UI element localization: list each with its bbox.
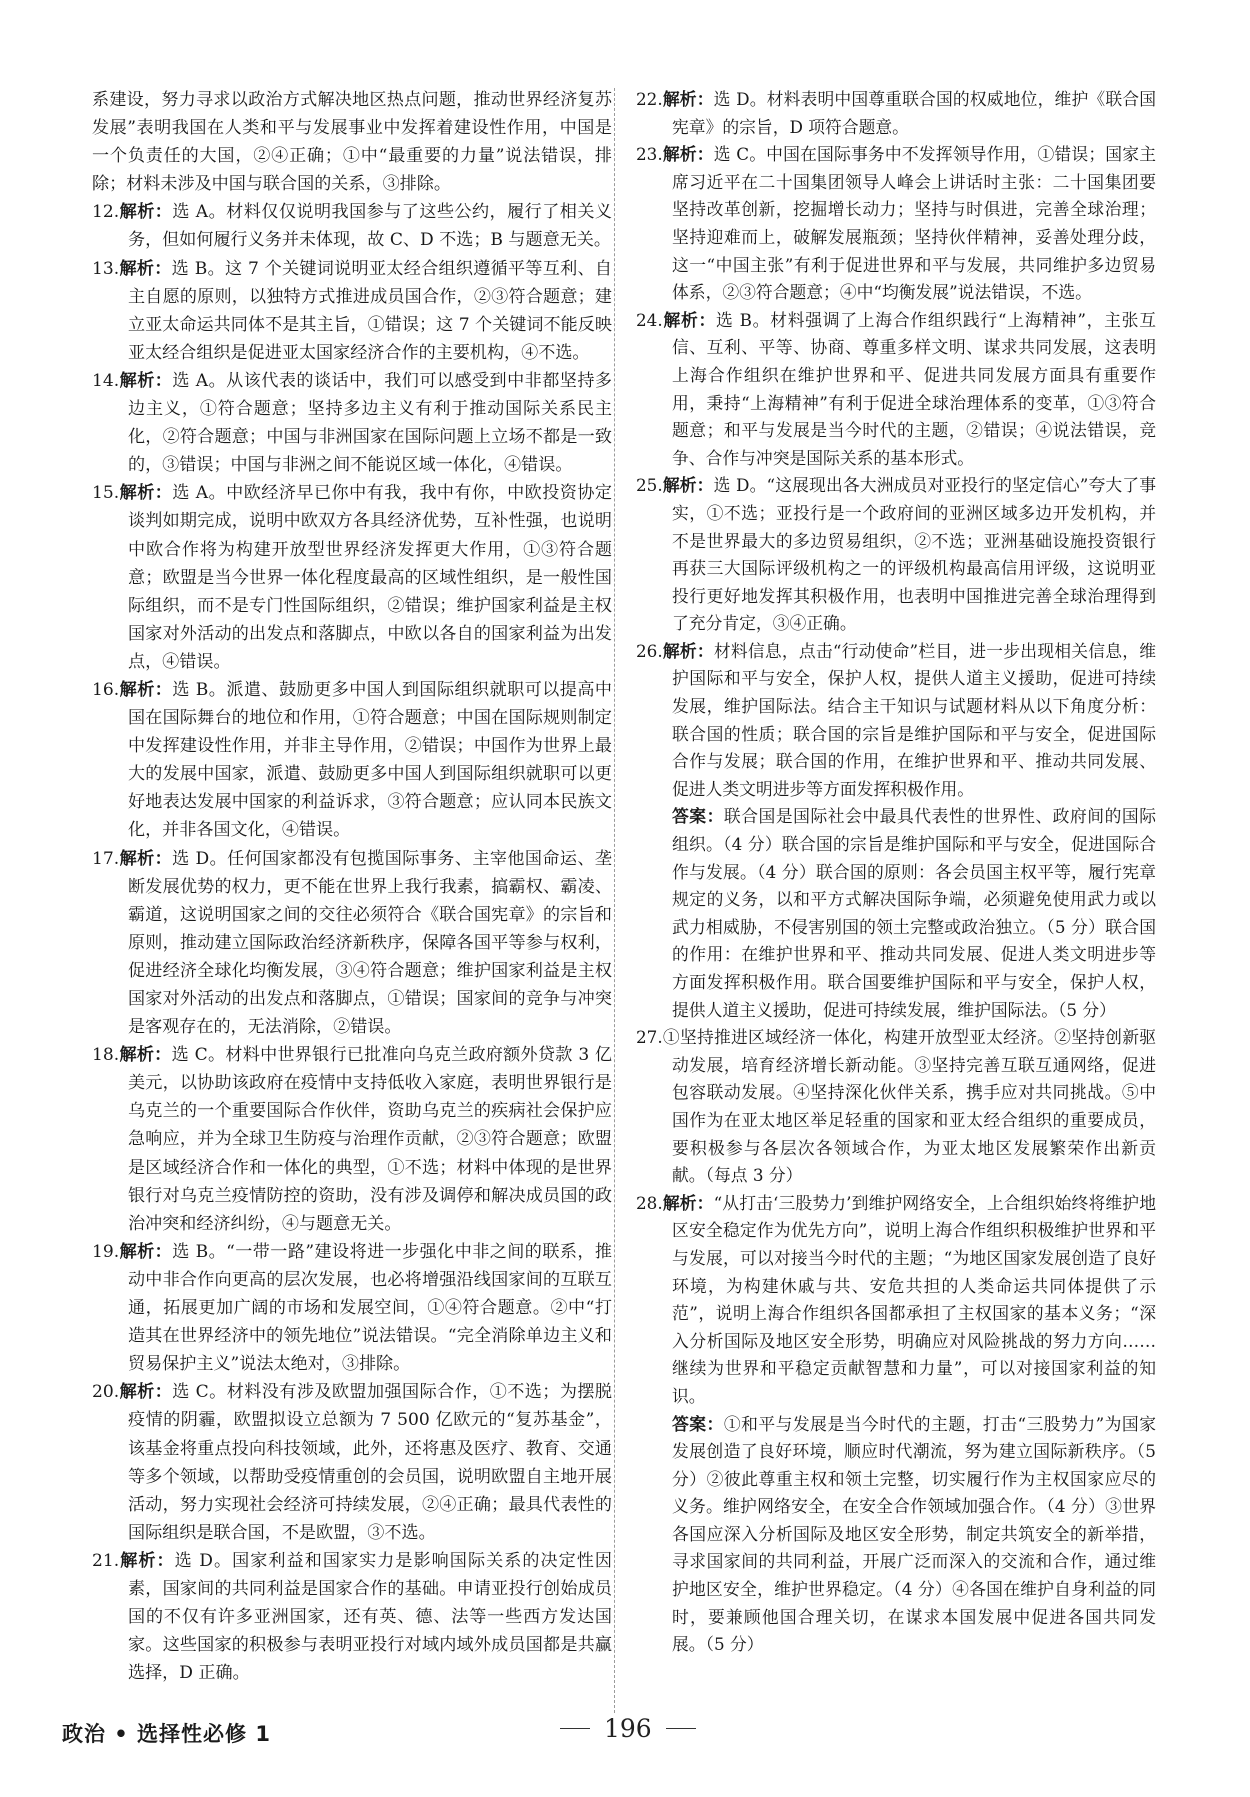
question-number: 17. — [92, 848, 120, 869]
explanation-text: 选 C。中国在国际事务中不发挥领导作用，①错误；国家主席习近平在二十国集团领导人峰会上讲话时主张：二十国集团要坚持改革创新，挖掘增长动力；坚持与时俱进，完善全球治理；坚持迎难而上，破解发展瓶颈；坚持伙伴精神，妥善处理分歧，这一“中国主张”有利于促进世界和平与发展，共同维护多边贸易体系，②③符合题意；④中“均衡发展”说法错误，不选。 — [672, 144, 1156, 303]
question-explanation — [92, 479, 612, 676]
question-number: 15. — [92, 483, 120, 504]
answer-block — [636, 803, 1156, 1024]
question-number: 24. — [636, 309, 663, 330]
question-explanation — [92, 1238, 612, 1378]
question-explanation — [92, 1547, 612, 1687]
answer-block — [636, 1411, 1156, 1659]
analysis-label: 解析： — [119, 370, 173, 391]
analysis-label: 解析： — [119, 1550, 175, 1571]
page-number: 196 — [604, 1714, 652, 1743]
explanation-text: 材料信息，点击“行动使命”栏目，进一步出现相关信息，维护国际和平与安全，保护人权，提供人道主义援助，促进可持续发展，维护国际法。结合主干知识与试题材料从以下角度分析：联合国的性质；联合国的宗旨是维护国际和平与安全，促进国际合作与发展；联合国的作用，在维护世界和平、推动共同发展、促进人类文明进步等方面发挥积极作用。 — [672, 640, 1156, 799]
question-explanation — [636, 141, 1156, 307]
explanation-text: 选 C。材料中世界银行已批准向乌克兰政府额外贷款 3 亿美元，以协助该政府在疫情中支持低收入家庭，表明世界银行是乌克兰的一个重要国际合作伙伴，资助乌克兰的疾病社会保护应急响应，并为全球卫生防疫与治理作贡献，②③符合题意；欧盟是区域经济合作和一体化的典型，①不选；材料中体现的是世界银行对乌克兰疫情防控的资助，没有涉及调停和解决成员国的政治冲突和经济纠纷，④与题意无关。 — [128, 1045, 613, 1234]
explanation-text: 选 A。从该代表的谈话中，我们可以感受到中非都坚持多边主义，①符合题意；坚持多边主义有利于推动国际关系民主化，②符合题意；中国与非洲国家在国际问题上立场不都是一致的，③错误；中国与非洲之间不能说区域一体化，④错误。 — [128, 370, 613, 476]
book-title: 政治 • 选择性必修 1 — [62, 1722, 271, 1746]
question-explanation — [92, 676, 612, 845]
answer-text: ①和平与发展是当今时代的主题，打击“三股势力”为国家发展创造了良好环境，顺应时代潮流，努为建立国际新秩序。（5 分）②彼此尊重主权和领土完整，切实履行作为主权国家应尽的义务。维护网络安全，在安全合作领域加强合作。（4 分）③世界各国应深入分析国际及地区安全形势，制定共筑安全的新举措，寻求国家间的共同利益，开展广泛而深入的交流和合作，通过维护地区安全，维护世界稳定。（4 分）④各国在维护自身利益的同时，要兼顾他国合理关切，在谋求本国发展中促进各国共同发展。（5 分） — [672, 1413, 1156, 1655]
question-number: 25. — [636, 475, 663, 496]
explanation-text: 选 D。国家利益和国家实力是影响国际关系的决定性因素，国家间的共同利益是国家合作的基础。申请亚投行创始成员国的不仅有许多亚洲国家，还有英、德、法等一些西方发达国家。这些国家的积极参与表明亚投行对域内域外成员国都是共赢选择，D 正确。 — [128, 1550, 613, 1684]
question-number: 14. — [92, 370, 120, 391]
answer-text: 联合国是国际社会中最具代表性的世界性、政府间的国际组织。（4 分）联合国的宗旨是维护国际和平与安全，促进国际合作与发展。（4 分）联合国的原则：各会员国主权平等，履行宪章规定的义务，以和平方式解决国际争端，必须避免使用武力或以武力相威胁，不侵害别国的领土完整或政治独立。（5 分）联合国的作用：在维护世界和平、推动共同发展、促进人类文明进步等方面发挥积极作用。联合国要维护国际和平与安全，保护人权，提供人道主义援助，促进可持续发展，维护国际法。（5 分） — [672, 806, 1156, 1020]
question-explanation — [636, 638, 1156, 804]
question-explanation — [92, 1378, 612, 1547]
analysis-label: 解析： — [119, 258, 172, 279]
question-number: 23. — [636, 144, 663, 165]
question-number: 22. — [636, 89, 663, 109]
question-number: 28. — [636, 1192, 663, 1213]
explanation-text: 选 B。材料强调了上海合作组织践行“上海精神”，主张互信、互利、平等、协商、尊重多样文明、谋求共同发展，这表明上海合作组织在维护世界和平、促进共同发展方面具有重要作用，秉持“上海精神”有利于促进全球治理体系的变革，①③符合题意；和平与发展是当今时代的主题，②错误；④说法错误，竞争、合作与冲突是国际关系的基本形式。 — [672, 309, 1156, 468]
page-number-block — [560, 1714, 696, 1743]
analysis-label: 解析： — [662, 1192, 714, 1213]
analysis-label: 解析： — [662, 89, 714, 109]
analysis-label: 解析： — [119, 848, 173, 869]
question-explanation — [92, 845, 612, 1042]
analysis-label: 解析： — [119, 679, 173, 700]
question-explanation — [92, 1041, 612, 1238]
analysis-label: 解析： — [119, 1382, 173, 1403]
question-explanation — [636, 86, 1156, 141]
explanation-text: 选 B。这 7 个关键词说明亚太经合组织遵循平等互利、自主自愿的原则，以独特方式推进成员国合作，②③符合题意；建立亚太命运共同体不是其主旨，①错误；这 7 个关键词不能反映亚太经合组织是促进亚太国家经济合作的主要机构，④不选。 — [128, 258, 612, 363]
question-number: 20. — [92, 1382, 120, 1403]
explanation-text: “从打击‘三股势力’到维护网络安全，上合组织始终将维护地区安全稳定作为优先方向”，说明上海合作组织积极维护世界和平与发展，可以对接当今时代的主题；“为地区国家发展创造了良好环境，为构建休戚与共、安危共担的人类命运共同体提供了示范”，说明上海合作组织各国都承担了主权国家的基本义务；“深入分析国际及地区安全形势，明确应对风险挑战的努力方向……继续为世界和平稳定贡献智慧和力量”，可以对接国家利益的知识。 — [672, 1192, 1156, 1406]
question-explanation — [636, 472, 1156, 638]
question-number: 13. — [92, 258, 120, 279]
column-divider — [614, 88, 615, 1713]
question-number: 26. — [636, 640, 663, 661]
analysis-label: 解析： — [119, 1045, 172, 1066]
analysis-label: 解析： — [119, 1241, 173, 1262]
question-explanation — [92, 367, 612, 479]
question-explanation — [636, 1190, 1156, 1411]
explanation-text: 选 D。任何国家都没有包揽国际事务、主宰他国命运、垄断发展优势的权力，更不能在世界上我行我素，搞霸权、霸凌、霸道，这说明国家之间的交往必须符合《联合国宪章》的宗旨和原则，推动建立国际政治经济新秩序，保障各国平等参与权利，促进经济全球化均衡发展，③④符合题意；维护国家利益是主权国家对外活动的出发点和落脚点，①错误；国家间的竞争与冲突是客观存在的，无法消除，②错误。 — [128, 848, 613, 1038]
analysis-label: 解析： — [662, 640, 714, 661]
question-number: 27. — [636, 1027, 663, 1048]
explanation-text: 选 C。材料没有涉及欧盟加强国际合作，①不选；为摆脱疫情的阴霾，欧盟拟设立总额为 7 500 亿欧元的“复苏基金”，该基金将重点投向科技领域，此外，还将惠及医疗、教育、交通等多个领域，以帮助受疫情重创的会员国，说明欧盟自主地开展活动，努力实现社会经济可持续发展，②④正确；最具代表性的国际组织是联合国，不是欧盟，③不选。 — [128, 1382, 612, 1543]
answer-label: 答案： — [672, 1413, 724, 1434]
analysis-label: 解析： — [119, 483, 173, 504]
question-number: 19. — [92, 1241, 120, 1262]
question-number: 16. — [92, 679, 120, 700]
question-explanation — [636, 1024, 1156, 1190]
explanation-text: 选 A。材料仅仅说明我国参与了这些公约，履行了相关义务，但如何履行义务并未体现，故 C、D 不选；B 与题意无关。 — [128, 202, 613, 251]
right-column — [636, 86, 1156, 1659]
explanation-text: 选 B。派遣、鼓励更多中国人到国际组织就职可以提高中国在国际舞台的地位和作用，①符合题意；中国在国际规则制定中发挥建设性作用，并非主导作用，②错误；中国作为世界上最大的发展中国家，派遣、鼓励更多中国人到国际组织就职可以更好地表达发展中国家的利益诉求，③符合题意；应认同本民族文化，并非各国文化，④错误。 — [128, 679, 613, 841]
dash-left — [560, 1728, 590, 1729]
analysis-label: 解析： — [662, 309, 716, 330]
question-explanation — [92, 255, 612, 367]
question-number: 18. — [92, 1045, 120, 1066]
explanation-text: 选 B。“一带一路”建设将进一步强化中非之间的联系，推动中非合作向更高的层次发展，也必将增强沿线国家间的互联互通，拓展更加广阔的市场和发展空间，①④符合题意。②中“打造其在世界经济中的领先地位”说法错误。“完全消除单边主义和贸易保护主义”说法太绝对，③排除。 — [128, 1241, 612, 1375]
explanation-text: 选 D。“这展现出各大洲成员对亚投行的坚定信心”夸大了事实，①不选；亚投行是一个政府间的亚洲区域多边开发机构，并不是世界最大的多边贸易组织，②不选；亚洲基础设施投资银行再获三大国际评级机构之一的评级机构最高信用评级，这说明亚投行更好地发挥其积极作用，也表明中国推进完善全球治理得到了充分肯定，③④正确。 — [672, 475, 1156, 634]
question-number: 21. — [92, 1550, 120, 1571]
explanation-text: 选 A。中欧经济早已你中有我，我中有你，中欧投资协定谈判如期完成，说明中欧双方各具经济优势，互补性强，也说明中欧合作将为构建开放型世界经济发挥更大作用，①③符合题意；欧盟是当今世界一体化程度最高的区域性组织，是一般性国际组织，而不是专门性国际组织，②错误；维护国家利益是主权国家对外活动的出发点和落脚点，中欧以各自的国家利益为出发点，④错误。 — [128, 483, 613, 672]
explanation-text: 选 D。材料表明中国尊重联合国的权威地位，维护《联合国宪章》的宗旨，D 项符合题意。 — [672, 89, 1156, 137]
dash-right — [666, 1728, 696, 1729]
continued-paragraph — [92, 86, 612, 198]
analysis-label: 解析： — [119, 202, 173, 223]
analysis-label: 解析： — [662, 144, 714, 165]
answer-label: 答案： — [672, 806, 724, 827]
paragraph-text: 系建设，努力寻求以政治方式解决地区热点问题，推动世界经济复苏发展”表明我国在人类和平与发展事业中发挥着建设性作用，中国是一个负责任的大国，②④正确；①中“最重要的力量”说法错误，排除；材料未涉及中国与联合国的关系，③排除。 — [92, 90, 612, 195]
question-explanation — [636, 307, 1156, 473]
explanation-text: ①坚持推进区域经济一体化，构建开放型亚太经济。②坚持创新驱动发展，培育经济增长新动能。③坚持完善互联互通网络，促进包容联动发展。④坚持深化伙伴关系，携手应对共同挑战。⑤中国作为在亚太地区举足轻重的国家和亚太经合组织的重要成员，要积极参与各层次各领域合作，为亚太地区发展繁荣作出新贡献。（每点 3 分） — [662, 1027, 1156, 1186]
question-number: 12. — [92, 202, 120, 223]
analysis-label: 解析： — [662, 475, 714, 496]
question-explanation — [92, 198, 612, 254]
left-column — [92, 86, 612, 1687]
